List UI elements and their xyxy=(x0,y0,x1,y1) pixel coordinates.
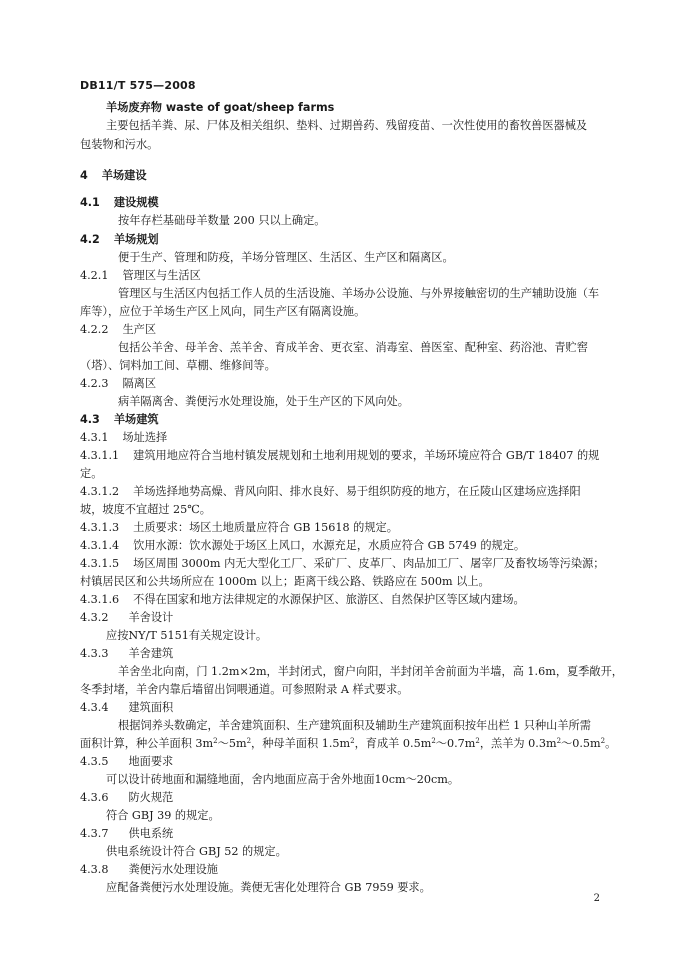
text-run: ，种母羊面积 1.5m xyxy=(251,737,351,750)
section-title: 羊场建筑 xyxy=(113,413,159,426)
section-num: 4.3.7 xyxy=(80,827,109,840)
section-4-3-heading xyxy=(80,413,159,427)
section-num: 4.2.2 xyxy=(80,323,109,336)
section-4-3-4-body-1: 根据饲养头数确定，羊舍建筑面积、生产建筑面积及辅助生产建筑面积按年出栏 1 只种山羊所需 xyxy=(118,719,591,732)
section-title: 羊场规划 xyxy=(113,233,159,246)
text-run: ～0.5m xyxy=(561,737,601,750)
section-4-3-1-6 xyxy=(80,593,525,607)
superscript: 2 xyxy=(213,737,218,745)
section-num: 4.1 xyxy=(80,196,100,209)
section-num: 4.3.1 xyxy=(80,431,109,444)
section-4-3-1-heading xyxy=(80,431,167,445)
section-title: 防火规范 xyxy=(128,791,174,804)
section-4-3-1-2-body-2: 坡，坡度不宜超过 25℃。 xyxy=(80,503,211,516)
section-num: 4.2 xyxy=(80,233,100,246)
term-body-2: 包装物和污水。 xyxy=(80,138,159,151)
section-4-3-3-body-2: 冬季封堵，羊舍内靠后墙留出饲喂通道。可参照附录 A 样式要求。 xyxy=(80,683,409,696)
section-4-2-1-body-1: 管理区与生活区内包括工作人员的生活设施、羊场办公设施、与外界接触密切的生产辅助设施（车 xyxy=(118,287,600,300)
section-num: 4 xyxy=(80,169,88,182)
section-4-2-1-heading xyxy=(80,269,201,283)
section-num: 4.3 xyxy=(80,413,100,426)
section-4-3-5-body: 可以设计砖地面和漏缝地面，舍内地面应高于舍外地面10cm～20cm。 xyxy=(106,773,460,786)
section-4-3-2-body: 应按NY/T 5151有关规定设计。 xyxy=(106,629,268,642)
section-num: 4.3.1.3 xyxy=(80,521,120,534)
superscript: 2 xyxy=(350,737,355,745)
section-4-3-1-5-body-2: 村镇居民区和公共场所应在 1000m 以上；距离干线公路、铁路应在 500m 以上。 xyxy=(80,575,490,588)
section-num: 4.3.1.2 xyxy=(80,485,120,498)
doc-code: DB11/T 575—2008 xyxy=(80,79,196,92)
section-title: 建设规模 xyxy=(113,196,159,209)
text-run: ～0.7m xyxy=(435,737,476,750)
section-4-3-1-1-body-2: 定。 xyxy=(80,467,103,480)
section-title: 粪便污水处理设施 xyxy=(128,863,218,876)
superscript: 2 xyxy=(556,737,562,745)
text-run: 。 xyxy=(605,737,617,750)
section-4-2-2-heading xyxy=(80,323,156,337)
section-title: 羊舍建筑 xyxy=(128,647,174,660)
clause-text: 饮用水源：饮水源处于场区上风口，水源充足，水质应符合 GB 5749 的规定。 xyxy=(133,539,526,552)
clause-text: 场区周围 3000m 内无大型化工厂、采矿厂、皮革厂、肉品加工厂、屠宰厂及畜牧场等污染源； xyxy=(133,557,605,570)
superscript: 2 xyxy=(475,737,480,745)
term-body-1: 主要包括羊粪、尿、尸体及相关组织、垫料、过期兽药、残留疫苗、一次性使用的畜牧兽医器械及 xyxy=(106,119,588,132)
section-4-2-1-body-2: 库等），应位于羊场生产区上风向，同生产区有隔离设施。 xyxy=(80,305,366,318)
clause-text: 羊场选择地势高燥、背风向阳、排水良好、易于组织防疫的地方，在丘陵山区建场应选择阳 xyxy=(133,485,581,498)
section-num: 4.2.3 xyxy=(80,377,109,390)
section-4-3-5-heading xyxy=(80,755,173,769)
section-num: 4.3.1.5 xyxy=(80,557,120,570)
section-4-3-1-4 xyxy=(80,539,525,553)
clause-text: 土质要求：场区土地质量应符合 GB 15618 的规定。 xyxy=(133,521,398,534)
section-4-3-4-heading xyxy=(80,701,173,715)
text-run: ，羔羊为 0.3m xyxy=(479,737,557,750)
section-4-3-1-3 xyxy=(80,521,398,535)
superscript: 2 xyxy=(431,737,436,745)
section-num: 4.3.1.1 xyxy=(80,449,120,462)
page-number: 2 xyxy=(593,893,600,904)
clause-text: 建筑用地应符合当地村镇发展规划和土地利用规划的要求，羊场环境应符合 GB/T 18407 的规 xyxy=(133,449,600,462)
text-run: ～5m xyxy=(217,737,247,750)
section-num: 4.3.1.4 xyxy=(80,539,120,552)
text-run: ，育成羊 0.5m xyxy=(354,737,432,750)
section-title: 管理区与生活区 xyxy=(122,269,201,282)
section-4-3-1-1-body-1 xyxy=(80,449,599,463)
section-4-1-heading xyxy=(80,196,159,210)
section-title: 羊舍设计 xyxy=(128,611,174,624)
section-4-3-7-body: 供电系统设计符合 GBJ 52 的规定。 xyxy=(106,845,287,858)
section-num: 4.3.3 xyxy=(80,647,109,660)
section-num: 4.3.6 xyxy=(80,791,109,804)
section-num: 4.3.2 xyxy=(80,611,109,624)
section-4-3-3-heading xyxy=(80,647,173,661)
section-4-2-2-body-2: （塔）、饲料加工间、草棚、维修间等。 xyxy=(80,359,276,372)
superscript: 2 xyxy=(246,737,252,745)
section-title: 隔离区 xyxy=(122,377,157,390)
section-4-2-3-body: 病羊隔离舍、粪便污水处理设施，处于生产区的下风向处。 xyxy=(118,395,409,408)
section-4-3-6-body: 符合 GBJ 39 的规定。 xyxy=(106,809,220,822)
section-num: 4.3.1.6 xyxy=(80,593,120,606)
section-num: 4.3.4 xyxy=(80,701,109,714)
text-run: 面积计算，种公羊面积 3m xyxy=(80,737,214,750)
section-4-3-1-5-body-1 xyxy=(80,557,604,571)
superscript: 2 xyxy=(600,737,606,745)
section-4-3-2-heading xyxy=(80,611,173,625)
clause-text: 不得在国家和地方法律规定的水源保护区、旅游区、自然保护区等区域内建场。 xyxy=(133,593,525,606)
section-4-3-4-body-2 xyxy=(80,737,616,751)
section-title: 供电系统 xyxy=(128,827,174,840)
section-4-3-3-body-1: 羊舍坐北向南，门 1.2m×2m，半封闭式，窗户向阳，半封闭羊舍前面为半墙，高 1.6m，夏季敞开， xyxy=(118,665,623,678)
section-title: 羊场建设 xyxy=(101,169,147,182)
section-num: 4.2.1 xyxy=(80,269,109,282)
section-num: 4.3.8 xyxy=(80,863,109,876)
section-4-heading xyxy=(80,169,147,183)
section-4-3-8-heading xyxy=(80,863,218,877)
term-title: 羊场废弃物 waste of goat/sheep farms xyxy=(106,101,335,114)
section-4-2-heading xyxy=(80,233,159,247)
section-4-3-8-body: 应配备粪便污水处理设施。粪便无害化处理符合 GB 7959 要求。 xyxy=(106,881,431,894)
section-4-2-2-body-1: 包括公羊舍、母羊舍、羔羊舍、育成羊舍、更衣室、消毒室、兽医室、配种室、药浴池、青贮窖 xyxy=(118,341,588,354)
section-4-3-1-2-body-1 xyxy=(80,485,581,499)
section-title: 生产区 xyxy=(122,323,157,336)
section-num: 4.3.5 xyxy=(80,755,109,768)
section-4-3-6-heading xyxy=(80,791,173,805)
section-title: 地面要求 xyxy=(128,755,174,768)
section-4-2-3-heading xyxy=(80,377,156,391)
section-title: 场址选择 xyxy=(122,431,168,444)
section-4-1-body: 按年存栏基础母羊数量 200 只以上确定。 xyxy=(118,214,326,227)
section-4-2-body: 便于生产、管理和防疫，羊场分管理区、生活区、生产区和隔离区。 xyxy=(118,251,454,264)
section-4-3-7-heading xyxy=(80,827,173,841)
section-title: 建筑面积 xyxy=(128,701,174,714)
